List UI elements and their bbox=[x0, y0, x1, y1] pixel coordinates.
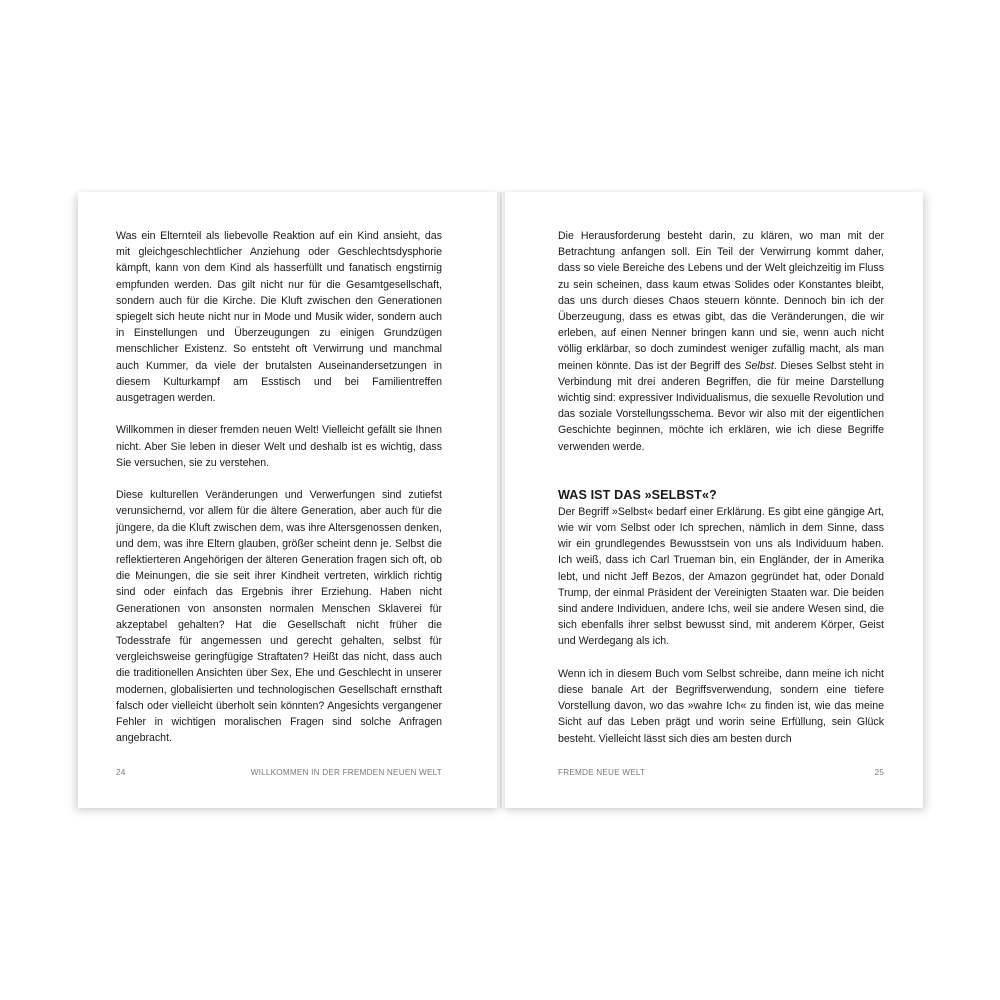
page-number: 24 bbox=[116, 768, 126, 777]
left-page bbox=[78, 192, 500, 808]
page-number: 25 bbox=[874, 768, 884, 777]
italic-term: Selbst bbox=[744, 359, 774, 372]
paragraph: Diese kulturellen Veränderungen und Verwerfungen sind zutiefst verunsichernd, vor allem für die ältere Generation, aber auch für die jüngere, da die Kluft zwischen dem, was ihre Altersgenossen denken, und dem, was ihre Eltern glauben, größer scheint denn je. Selbst die reflektierteren Angehörigen der älteren Generation fragen sich oft, ob die Meinungen, die sie seit ihrer Kindheit vertreten, wirklich richtig sind oder einfach das Ergebnis ihrer Erziehung. Haben nicht Generationen von ansonsten normalen Menschen Sklaverei für akzeptabel gehalten? Hat die Gesellschaft nicht früher die Todesstrafe für angemessen und gerecht gehalten, selbst für vergleichsweise geringfügige Straftaten? Heißt das nicht, dass auch die traditionellen Ansichten über Sex, Ehe und Geschlecht in unserer modernen, globalisierten und technologischen Gesellschaft ernsthaft falsch oder vielleicht überholt sein könnten? Angesichts vergangener Fehler in wichtigen moralischen Fragen sind solche Anfragen angebracht. bbox=[116, 489, 442, 745]
paragraph: Wenn ich in diesem Buch vom Selbst schreibe, dann meine ich nicht diese banale Art der Begriffsverwendung, sondern eine tiefere Vorstellung davon, wo das »wahre Ich« zu finden ist, wie das meine Sicht auf das Leben prägt und worin seine Erfüllung, sein Glück besteht. Vielleicht lässt sich dies am besten durch bbox=[558, 667, 884, 745]
running-head: WILLKOMMEN IN DER FREMDEN NEUEN WELT bbox=[250, 768, 442, 777]
text-run: Die Herausforderung besteht darin, zu klären, wo man mit der Betrachtung anfangen soll. Ein Teil der Verwirrung kommt daher, dass so viele Bereiche des Lebens und der Welt gleichzeitig im Fluss zu sein scheinen, dass kaum etwas Solides oder Konstantes bleibt, das uns durch dieses Chaos steuern könnte. Dennoch bin ich der Überzeugung, dass es etwas gibt, das die Veränderungen, die wir erleben, auf einen Nenner bringen kann und sie, wenn auch nicht völlig erklärbar, so doch zumindest weniger zufällig macht, als man meinen könnte. Das ist der Begriff des bbox=[558, 230, 884, 372]
book-spread bbox=[78, 192, 923, 808]
text-run: . Dieses Selbst steht in Verbindung mit drei anderen Begriffen, die für meine Darstellung wichtig sind: expressiver Individualismus, die sexuelle Revolution und das soziale Vorstellungsschema. Bevor wir also mit der eigentlichen Geschichte beginnen, möchte ich erklären, wie ich diese Begriffe verwenden werde. bbox=[558, 359, 884, 453]
running-head: FREMDE NEUE WELT bbox=[558, 768, 646, 777]
left-page-footer bbox=[116, 768, 442, 777]
paragraph: Willkommen in dieser fremden neuen Welt! Vielleicht gefällt sie Ihnen nicht. Aber Sie leben in dieser Welt und deshalb ist es wichtig, dass Sie versuchen, sie zu verstehen. bbox=[116, 424, 442, 469]
section-heading: WAS IST DAS »SELBST«? bbox=[558, 487, 717, 502]
paragraph: Was ein Elternteil als liebevolle Reaktion auf ein Kind ansieht, das mit gleichgeschlechtlicher Anziehung oder Geschlechtsdysphorie kämpft, kann von dem Kind als hasserfüllt und fanatisch engstirnig empfunden werden. Das gilt nicht nur für die Gesamtgesellschaft, sondern auch für die Kirche. Die Kluft zwischen den Generationen spiegelt sich heute nicht nur in Mode und Musik wider, sondern auch in Einstellungen und Überzeugungen zu einigen Grundzügen menschlicher Existenz. So entsteht oft Verwirrung und manchmal auch Kummer, da viele der brutalsten Auseinandersetzungen in diesem Kulturkampf am Esstisch und bei Familientreffen ausgetragen werden. bbox=[116, 230, 442, 405]
right-page bbox=[502, 192, 923, 808]
left-page-body bbox=[116, 228, 442, 746]
right-page-body bbox=[558, 228, 884, 747]
book-gutter bbox=[497, 192, 505, 808]
paragraph bbox=[558, 228, 884, 455]
right-page-footer bbox=[558, 768, 884, 777]
paragraph: Der Begriff »Selbst« bedarf einer Erklärung. Es gibt eine gängige Art, wie wir vom Selbst oder Ich sprechen, nämlich in dem Sinne, dass wir ein grundlegendes Bewusstsein von uns als Individuum haben. Ich weiß, dass ich Carl Trueman bin, ein Engländer, der in Amerika lebt, und nicht Jeff Bezos, der Amazon gegründet hat, oder Donald Trump, der einmal Präsident der Vereinigten Staaten war. Die beiden sind andere Individuen, andere Ichs, weil sie andere Wesen sind, die sich ebenfalls ihrer selbst bewusst sind, mit anderem Körper, Geist und Werdegang als ich. bbox=[558, 505, 884, 648]
